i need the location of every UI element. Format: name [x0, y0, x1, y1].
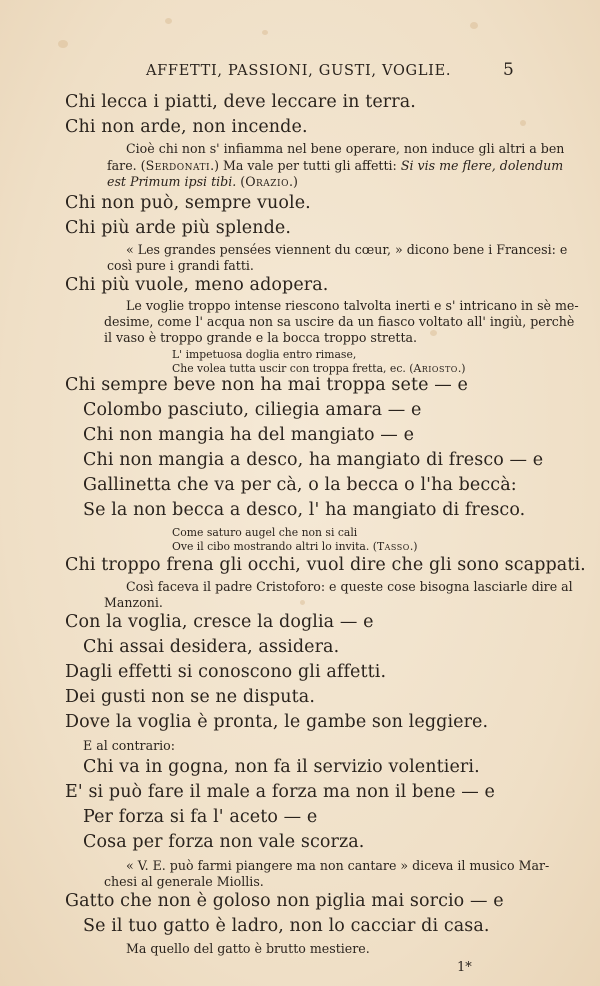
foxing-spot [58, 40, 68, 48]
commentary-line: il vaso è troppo grande e la bocca troppo stretta. [104, 330, 418, 345]
proverb-line: Chi sempre beve non ha mai troppa sete — e [65, 375, 468, 395]
commentary-line: chesi al generale Miollis. [104, 874, 264, 889]
proverb-line: Chi non può, sempre vuole. [65, 193, 311, 213]
commentary-line: Le voglie troppo intense riescono talvolta inerti e s' intricano in sè me- [126, 298, 579, 313]
foxing-spot [262, 30, 268, 35]
proverb-line: Dei gusti non se ne disputa. [65, 687, 316, 707]
commentary-line: « Les grandes pensées viennent du cœur, » dicono bene i Francesi: e [126, 242, 568, 257]
proverb-line: Chi assai desidera, assidera. [83, 637, 340, 657]
proverb-line: E' si può fare il male a forza ma non il bene — e [65, 782, 496, 802]
running-title: AFFETTI, PASSIONI, GUSTI, VOGLIE. [146, 63, 452, 79]
verse-line: Che volea tutta uscir con troppa fretta, ec. (Ariosto.) [172, 362, 466, 375]
proverb-line: Dagli effetti si conoscono gli affetti. [65, 662, 387, 682]
commentary-line: Manzoni. [104, 595, 163, 610]
author-citation: Tasso [376, 540, 410, 553]
author-citation: Ariosto [413, 362, 458, 375]
foxing-spot [165, 18, 172, 24]
foxing-spot [300, 600, 305, 605]
foxing-spot [430, 330, 437, 336]
author-citation: Orazio [245, 174, 289, 189]
commentary-line: « V. E. può farmi piangere ma non cantare » diceva il musico Mar- [126, 858, 550, 873]
proverb-line: Chi troppo frena gli occhi, vuol dire che gli sono scappati. [65, 555, 586, 575]
proverb-line: Dove la voglia è pronta, le gambe son leggiere. [65, 712, 489, 732]
latin-quote: est Primum ipsi tibi. [107, 174, 237, 189]
commentary-line: così pure i grandi fatti. [107, 258, 254, 273]
proverb-line: Cosa per forza non vale scorza. [83, 832, 365, 852]
page-number: 5 [503, 60, 514, 80]
latin-quote: Si vis me flere, dolendum [400, 158, 564, 173]
commentary-line: fare. (Serdonati.) Ma vale per tutti gli affetti: Si vis me flere, dolendum [107, 158, 564, 173]
commentary-line: E al contrario: [83, 738, 175, 753]
proverb-line: Colombo pasciuto, ciliegia amara — e [83, 400, 422, 420]
commentary-line: desime, come l' acqua non sa uscire da un fiasco voltato all' ingiù, perchè [104, 314, 575, 329]
signature-mark: 1* [457, 960, 472, 975]
commentary-line: Cioè chi non s' infiamma nel bene operare, non induce gli altri a ben [126, 141, 565, 156]
proverb-line: Gallinetta che va per cà, o la becca o l'ha beccà: [83, 475, 517, 495]
verse-line: Come saturo augel che non si cali [172, 526, 358, 539]
author-citation: Serdonati [145, 158, 211, 173]
proverb-line: Per forza si fa l' aceto — e [83, 807, 318, 827]
proverb-line: Chi lecca i piatti, deve leccare in terra. [65, 92, 416, 112]
proverb-line: Chi più vuole, meno adopera. [65, 275, 329, 295]
verse-line: Ove il cibo mostrando altri lo invita. (Tasso.) [172, 540, 418, 553]
foxing-spot [520, 120, 526, 126]
foxing-spot [470, 22, 478, 29]
commentary-line: est Primum ipsi tibi. (Orazio.) [107, 174, 298, 189]
proverb-line: Chi più arde più splende. [65, 218, 292, 238]
proverb-line: Chi non arde, non incende. [65, 117, 308, 137]
commentary-line: Ma quello del gatto è brutto mestiere. [126, 941, 370, 956]
proverb-line: Chi va in gogna, non fa il servizio volentieri. [83, 757, 480, 777]
proverb-line: Gatto che non è goloso non piglia mai sorcio — e [65, 891, 504, 911]
proverb-line: Con la voglia, cresce la doglia — e [65, 612, 374, 632]
proverb-line: Chi non mangia ha del mangiato — e [83, 425, 415, 445]
proverb-line: Chi non mangia a desco, ha mangiato di fresco — e [83, 450, 544, 470]
proverb-line: Se il tuo gatto è ladro, non lo cacciar di casa. [83, 916, 490, 936]
commentary-line: Così faceva il padre Cristoforo: e queste cose bisogna lasciarle dire al [126, 579, 573, 594]
proverb-line: Se la non becca a desco, l' ha mangiato di fresco. [83, 500, 526, 520]
verse-line: L' impetuosa doglia entro rimase, [172, 348, 357, 361]
